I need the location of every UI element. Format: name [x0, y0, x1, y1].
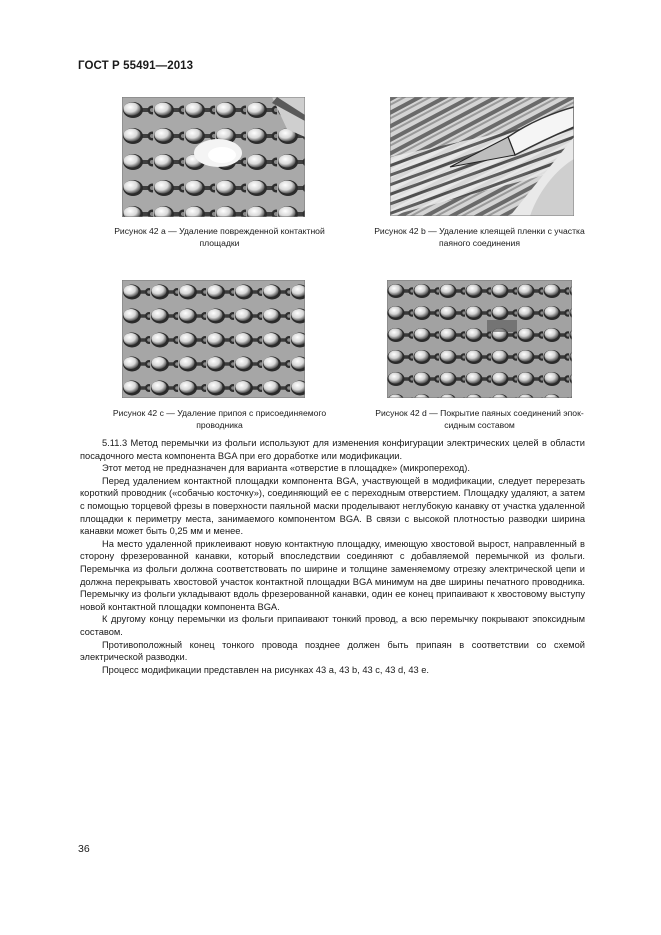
figure-42a-photo: [122, 97, 305, 217]
caption-line: Рисунок 42 d — Покрытие паяных соединений эпок-: [375, 408, 584, 418]
paragraph: Процесс модификации представлен на рисунках 43 а, 43 b, 43 с, 43 d, 43 е.: [102, 664, 430, 675]
paragraph: Противоположный конец тонкого провода позднее должен быть припаян в соответствии со схемой электрической разводки.: [80, 639, 585, 663]
caption-line: паяного соединения: [438, 238, 521, 248]
paragraph: К другому концу перемычки из фольги припаивают тонкий провод, а всю перемычку покрывают эпоксидным составом.: [80, 614, 585, 637]
figure-42d-image: [387, 280, 572, 398]
page-number: 36: [78, 843, 90, 855]
figure-42b-caption: [342, 225, 617, 249]
paragraph: Перед удалением контактной площадки компонента BGA, участвующей в модификации, следует перерезать короткий проводник («собачью косточку»), соединяющий ее с переходным отверстием. Площадку удаляют, а затем с помощью торцевой фрезы в поверхности паяльной маски проделывают неглубокую канавку от участка удаленной площадки к периметру места, занимаемого компонентом BGA. В связи с высокой плотностью разводки ширина канавки может быть 0,25 мм и менее.: [80, 475, 585, 537]
figure-42a-image: [122, 97, 305, 217]
caption-line: проводника: [196, 420, 243, 430]
body-text: [80, 437, 585, 676]
figure-42d: [342, 280, 617, 430]
figure-42c-photo: [122, 280, 305, 398]
figure-42c-caption: [82, 407, 357, 431]
figure-42d-caption: [342, 407, 617, 431]
paragraph: На место удаленной приклеивают новую контактную площадку, имеющую хвостовой вырост, направленный в сторону фрезерованной канавки, который впоследствии соединяют с добавляемой перемычкой из фольги. Перемычка из фольги должна соответствовать по ширине и толщине заменяемому отрезку электрической цепи и должна перекрывать хвостовой участок контактной площадки BGA минимум на две ширины печатного проводника. Перемычку из фольги укладывают вдоль фрезерованной канавки, один ее конец припаивают к хвостовому выступу новой контактной площадки компонента BGA.: [80, 538, 585, 612]
caption-line: Рисунок 42 b — Удаление клеящей пленки с участка: [374, 226, 585, 236]
figure-42a-caption: [82, 225, 357, 249]
caption-line: сидным составом: [444, 420, 515, 430]
caption-line: Рисунок 42 с — Удаление припоя с присоединяемого: [112, 408, 327, 418]
document-header: ГОСТ Р 55491—2013: [78, 60, 194, 72]
paragraph: Этот метод не предназначен для варианта «отверстие в площадке» (микропереход).: [102, 463, 470, 474]
figure-42c: [82, 280, 357, 430]
figure-42b-photo: [390, 97, 574, 216]
figure-42b: [342, 97, 617, 267]
figure-42d-photo: [387, 280, 572, 398]
figure-42a: [82, 97, 357, 267]
figure-42c-image: [122, 280, 305, 398]
caption-line: площадки: [199, 238, 240, 248]
paragraph: 5.11.3 Метод перемычки из фольги используют для изменения конфигурации электрических целей в области посадочного места компонента BGA при его доработке или модификации.: [80, 438, 585, 461]
figure-42b-image: [390, 97, 574, 216]
caption-line: Рисунок 42 а — Удаление поврежденной контактной: [114, 226, 325, 236]
